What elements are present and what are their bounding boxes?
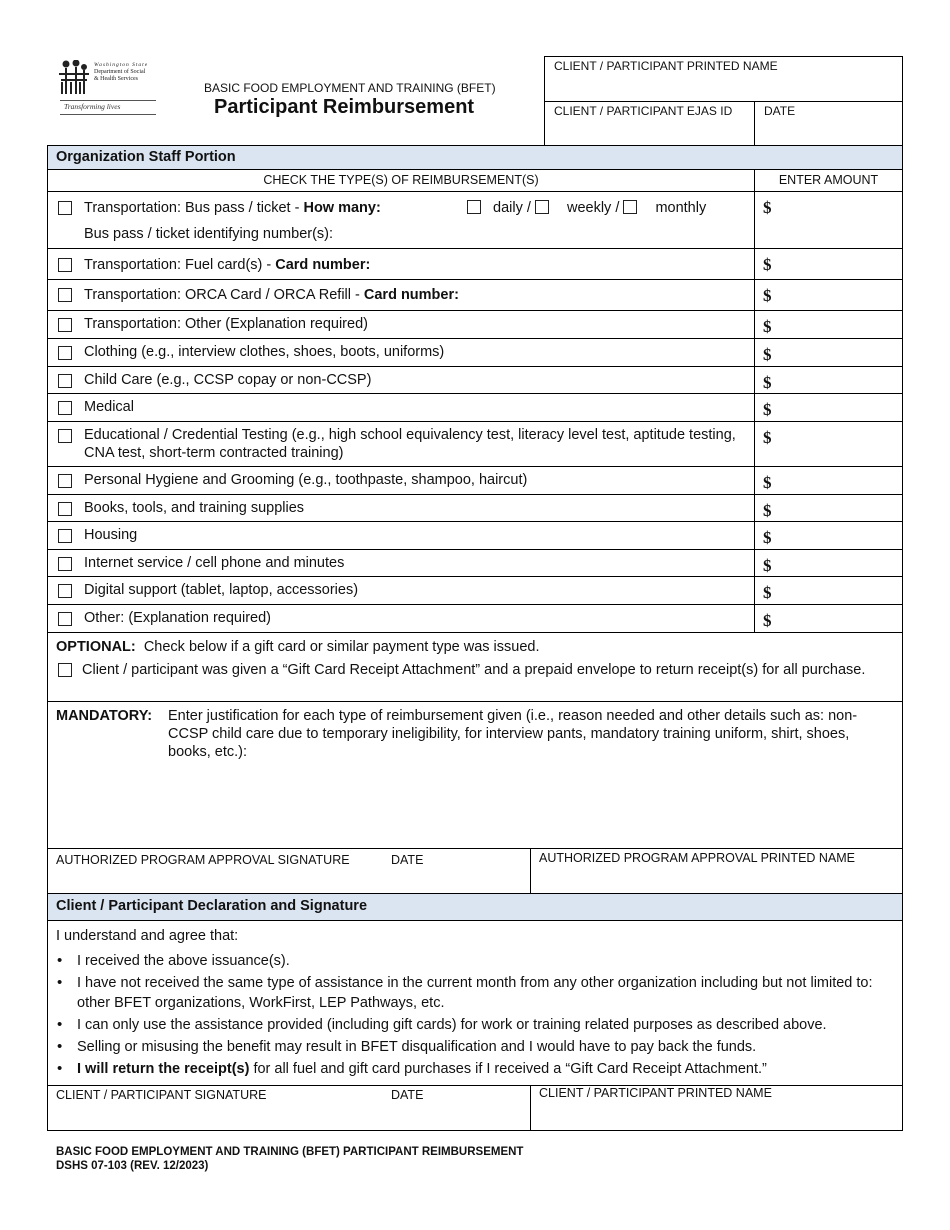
dollar-sign: $ xyxy=(763,317,772,336)
books-amount-field[interactable] xyxy=(755,495,902,521)
bus-amount-field[interactable] xyxy=(755,192,902,248)
list-item xyxy=(56,1059,894,1079)
dollar-sign: $ xyxy=(763,611,772,630)
dollar-sign: $ xyxy=(763,373,772,392)
item-label: Clothing (e.g., interview clothes, shoes, boots, uniforms) xyxy=(84,344,445,360)
client-printed-name-field[interactable] xyxy=(531,1086,902,1130)
housing-amount-field[interactable] xyxy=(755,522,902,549)
internet-checkbox[interactable] xyxy=(58,557,72,571)
hygiene-amount-field[interactable] xyxy=(755,467,902,494)
other-checkbox[interactable] xyxy=(58,612,72,626)
dshs-family-icon xyxy=(56,60,92,98)
list-item: • Selling or misusing the benefit may result in BFET disqualification and I would have to pay back the funds. xyxy=(56,1037,894,1057)
hygiene-checkbox[interactable] xyxy=(58,474,72,488)
reimb-row-hygiene xyxy=(48,467,902,495)
form-title: Participant Reimbursement xyxy=(214,96,475,118)
item-label: Other: (Explanation required) xyxy=(84,610,271,626)
optional-key: OPTIONAL: xyxy=(56,639,136,655)
reimb-row-internet xyxy=(48,550,902,577)
declaration-body xyxy=(48,921,902,1086)
dshs-logo xyxy=(56,60,156,114)
orca-label: Transportation: ORCA Card / ORCA Refill - xyxy=(84,287,364,303)
mandatory-text: Enter justification for each type of reimbursement given (i.e., reason needed and other details such as: non-CCSP child care due to temporary ineligibility, for interview pants, mandatory training uniform, shirt, shoes, books, etc.): xyxy=(168,708,858,760)
approval-date-label: DATE xyxy=(391,853,424,867)
medical-amount-field[interactable] xyxy=(755,394,902,421)
item-label: Internet service / cell phone and minutes xyxy=(84,555,345,571)
dollar-sign: $ xyxy=(763,528,772,547)
educational-checkbox[interactable] xyxy=(58,429,72,443)
reimbursement-form xyxy=(47,145,903,1131)
declaration-intro: I understand and agree that: xyxy=(56,928,239,944)
daily-checkbox[interactable] xyxy=(467,200,481,214)
form-footer xyxy=(56,1145,523,1173)
item-label: Books, tools, and training supplies xyxy=(84,500,305,516)
gift-card-text: Client / participant was given a “Gift Card Receipt Attachment” and a prepaid envelope to return receipt(s) for all purchase. xyxy=(82,662,866,678)
reimb-row-housing xyxy=(48,522,902,550)
weekly-checkbox[interactable] xyxy=(535,200,549,214)
client-date-label: DATE xyxy=(391,1088,424,1102)
reimb-row-bus xyxy=(48,192,902,249)
fuel-card-number: Card number: xyxy=(275,257,371,273)
dollar-sign: $ xyxy=(763,556,772,575)
bus-id-label: Bus pass / ticket identifying number(s): xyxy=(84,226,334,242)
bus-checkbox[interactable] xyxy=(58,201,72,215)
reimb-row-educational xyxy=(48,422,902,467)
approval-name-field[interactable] xyxy=(531,849,902,893)
transport-other-checkbox[interactable] xyxy=(58,318,72,332)
dollar-sign: $ xyxy=(763,286,772,305)
return-receipts-bold: I will return the receipt(s) xyxy=(77,1061,250,1077)
medical-checkbox[interactable] xyxy=(58,401,72,415)
amount-column-header: ENTER AMOUNT xyxy=(778,173,879,187)
reimb-row-transport-other xyxy=(48,311,902,339)
daily-label: daily / xyxy=(493,200,531,216)
approval-signature-label: AUTHORIZED PROGRAM APPROVAL SIGNATURE xyxy=(56,853,350,867)
item-label: Transportation: Other (Explanation required) xyxy=(84,316,368,332)
monthly-checkbox[interactable] xyxy=(623,200,637,214)
agency-name: Washington State Department of Social & Health Services xyxy=(94,62,149,82)
weekly-label: weekly / xyxy=(566,200,620,216)
monthly-label: monthly xyxy=(655,200,707,216)
clothing-checkbox[interactable] xyxy=(58,346,72,360)
mandatory-section[interactable] xyxy=(48,702,902,849)
transport-other-amount-field[interactable] xyxy=(755,311,902,338)
child-care-amount-field[interactable] xyxy=(755,367,902,393)
dollar-sign: $ xyxy=(763,400,772,419)
footer-form-number: DSHS 07-103 (REV. 12/2023) xyxy=(56,1160,209,1172)
reimb-row-child-care xyxy=(48,367,902,394)
dollar-sign: $ xyxy=(763,501,772,520)
reimb-row-medical xyxy=(48,394,902,422)
reimb-row-books xyxy=(48,495,902,522)
approval-signature-row xyxy=(48,849,902,894)
reimb-row-digital xyxy=(48,577,902,605)
item-label: Educational / Credential Testing (e.g., high school equivalency test, literacy level test, aptitude testing, CNA test, short-term contracted training) xyxy=(84,427,736,461)
return-receipts-text: for all fuel and gift card purchases if I received a “Gift Card Receipt Attachment.” xyxy=(249,1061,767,1077)
form-subtitle: BASIC FOOD EMPLOYMENT AND TRAINING (BFET) xyxy=(204,81,496,95)
internet-amount-field[interactable] xyxy=(755,550,902,576)
child-care-checkbox[interactable] xyxy=(58,374,72,388)
declaration-title: Client / Participant Declaration and Signature xyxy=(48,894,902,921)
list-item: • I received the above issuance(s). xyxy=(56,951,894,971)
client-id-field[interactable] xyxy=(545,102,755,145)
reimb-row-orca xyxy=(48,280,902,311)
item-label: Digital support (tablet, laptop, accessories) xyxy=(84,582,359,598)
item-label: Child Care (e.g., CCSP copay or non-CCSP) xyxy=(84,372,372,388)
dollar-sign: $ xyxy=(763,198,772,217)
item-label: Medical xyxy=(84,399,134,415)
client-info-box xyxy=(544,56,903,146)
dollar-sign: $ xyxy=(763,255,772,274)
client-name-field[interactable] xyxy=(545,57,902,102)
orca-amount-field[interactable] xyxy=(755,280,902,310)
dollar-sign: $ xyxy=(763,428,772,447)
list-item: • I can only use the assistance provided (including gift cards) for work or training related purposes as described above. xyxy=(56,1015,894,1035)
mandatory-key: MANDATORY: xyxy=(56,708,153,724)
client-printed-name-label: CLIENT / PARTICIPANT PRINTED NAME xyxy=(539,1086,772,1100)
client-signature-field[interactable] xyxy=(48,1086,531,1130)
books-checkbox[interactable] xyxy=(58,502,72,516)
client-signature-label: CLIENT / PARTICIPANT SIGNATURE xyxy=(56,1088,267,1102)
reimb-row-fuel xyxy=(48,249,902,280)
footer-title: BASIC FOOD EMPLOYMENT AND TRAINING (BFET) PARTICIPANT REIMBURSEMENT xyxy=(56,1146,524,1158)
orca-card-number: Card number: xyxy=(363,287,459,303)
gift-card-checkbox[interactable] xyxy=(58,663,72,677)
agency-tagline: Transforming lives xyxy=(60,100,156,115)
clothing-amount-field[interactable] xyxy=(755,339,902,366)
approval-signature-field[interactable] xyxy=(48,849,531,893)
staff-section-title: Organization Staff Portion xyxy=(48,146,902,170)
orca-checkbox[interactable] xyxy=(58,288,72,302)
header-date-field[interactable] xyxy=(755,102,902,145)
client-signature-row xyxy=(48,1086,902,1130)
optional-text: Check below if a gift card or similar payment type was issued. xyxy=(143,639,540,655)
bus-how-many: How many: xyxy=(303,200,381,216)
client-id-label: CLIENT / PARTICIPANT EJAS ID xyxy=(554,104,733,118)
fuel-checkbox[interactable] xyxy=(58,258,72,272)
digital-amount-field[interactable] xyxy=(755,577,902,604)
declaration-list xyxy=(56,951,894,1079)
list-item: • I have not received the same type of assistance in the current month from any other organization including but not limited to: other BFET organizations, WorkFirst, LEP Pathways, etc. xyxy=(56,973,894,1013)
housing-checkbox[interactable] xyxy=(58,529,72,543)
dollar-sign: $ xyxy=(763,345,772,364)
dollar-sign: $ xyxy=(763,473,772,492)
column-headers xyxy=(48,170,902,192)
other-amount-field[interactable] xyxy=(755,605,902,632)
optional-section xyxy=(48,633,902,702)
client-name-label: CLIENT / PARTICIPANT PRINTED NAME xyxy=(554,59,778,73)
dollar-sign: $ xyxy=(763,583,772,602)
digital-checkbox[interactable] xyxy=(58,584,72,598)
reimb-row-clothing xyxy=(48,339,902,367)
type-column-header: CHECK THE TYPE(S) OF REIMBURSEMENT(S) xyxy=(48,170,755,191)
item-label: Personal Hygiene and Grooming (e.g., toothpaste, shampoo, haircut) xyxy=(84,472,528,488)
approval-name-label: AUTHORIZED PROGRAM APPROVAL PRINTED NAME xyxy=(539,851,856,865)
header-date-label: DATE xyxy=(764,104,796,118)
fuel-label: Transportation: Fuel card(s) - xyxy=(84,257,276,273)
item-label: Housing xyxy=(84,527,138,543)
bus-label: Transportation: Bus pass / ticket - xyxy=(84,200,304,216)
reimb-row-other xyxy=(48,605,902,633)
fuel-amount-field[interactable] xyxy=(755,249,902,279)
educational-amount-field[interactable] xyxy=(755,422,902,466)
